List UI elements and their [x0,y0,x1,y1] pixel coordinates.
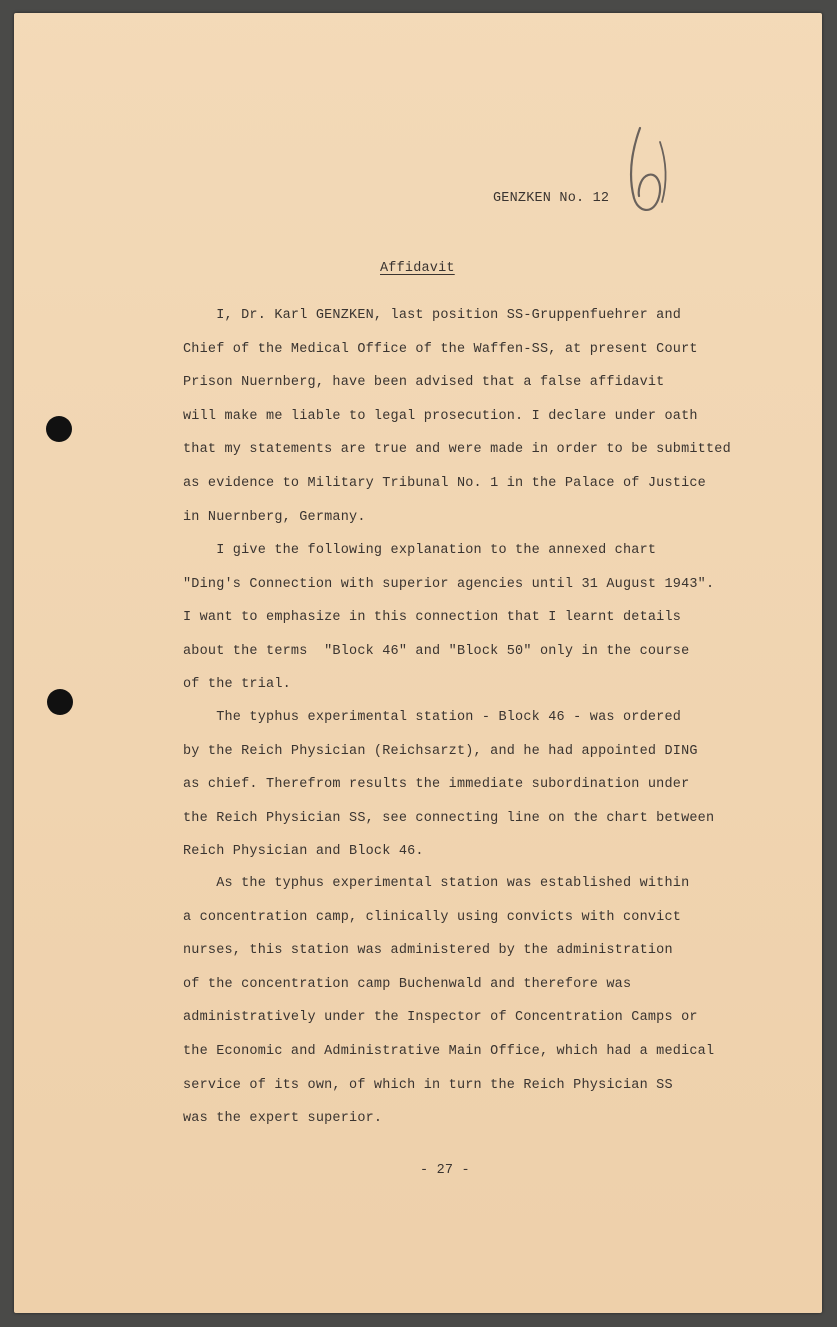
text-line: I, Dr. Karl GENZKEN, last position SS-Gruppenfuehrer and [183,308,682,323]
punch-hole [47,689,73,715]
text-line: in Nuernberg, Germany. [183,509,366,525]
punch-hole [46,416,72,442]
text-line: as chief. Therefrom results the immediate subordination under [183,777,690,793]
text-line: a concentration camp, clinically using convicts with convict [183,909,682,925]
text-line: administratively under the Inspector of Concentration Camps or [183,1010,698,1026]
text-line: the Reich Physician SS, see connecting line on the chart between [183,810,715,826]
text-line: as evidence to Military Tribunal No. 1 in the Palace of Justice [183,476,706,491]
text-line: Chief of the Medical Office of the Waffen-SS, at present Court [183,341,698,357]
text-line: I want to emphasize in this connection that I learnt details [183,610,682,626]
text-line: Prison Nuernberg, have been advised that a false affidavit [183,375,665,391]
text-line: of the trial. [183,677,291,693]
handwritten-page-number [622,120,682,220]
text-line: the Economic and Administrative Main Office, which had a medical [183,1044,715,1059]
text-line: that my statements are true and were made in order to be submitted [183,442,731,458]
text-line: "Ding's Connection with superior agencies until 31 August 1943". [183,576,715,592]
text-line: I give the following explanation to the annexed chart [183,543,657,558]
text-line: will make me liable to legal prosecution. I declare under oath [183,408,698,424]
document-number: GENZKEN No. 12 [493,191,610,206]
page-number: - 27 - [420,1163,470,1178]
text-line: was the expert superior. [183,1111,383,1127]
text-line: The typhus experimental station - Block 46 - was ordered [183,710,682,725]
text-line: nurses, this station was administered by the administration [183,943,673,959]
text-line: service of its own, of which in turn the Reich Physician SS [183,1077,673,1093]
document-page [14,13,822,1313]
text-line: by the Reich Physician (Reichsarzt), and he had appointed DING [183,743,698,759]
text-line: of the concentration camp Buchenwald and therefore was [183,976,632,992]
text-line: Reich Physician and Block 46. [183,844,424,860]
document-title: Affidavit [380,261,455,276]
text-line: As the typhus experimental station was established within [183,876,690,891]
text-line: about the terms "Block 46" and "Block 50" only in the course [183,643,690,659]
